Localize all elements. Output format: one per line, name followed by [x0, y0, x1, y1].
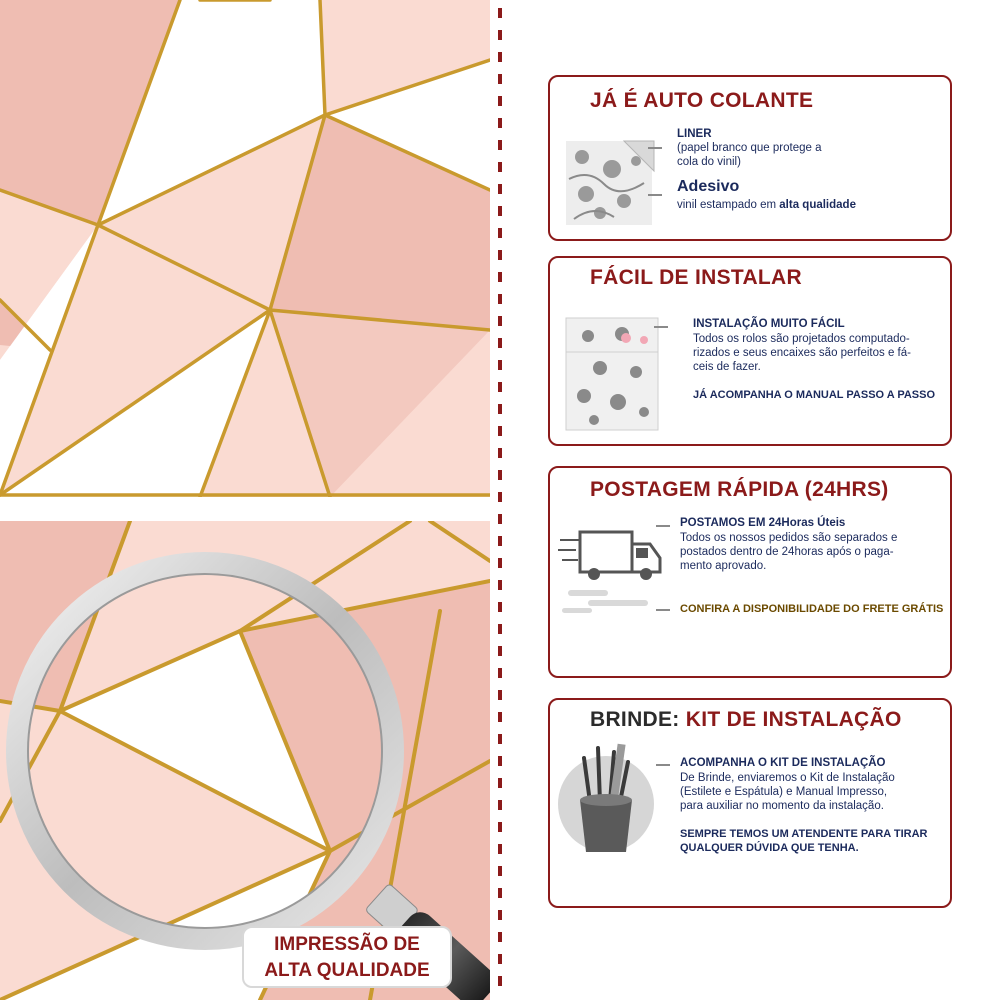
kit-text-1: De Brinde, enviaremos o Kit de Instalação — [680, 772, 895, 784]
card-title: POSTAGEM RÁPIDA (24HRS) — [590, 478, 889, 501]
install-text-1: Todos os rolos são projetados computado- — [693, 333, 910, 345]
pointer-line — [656, 525, 670, 527]
shipping-text-3: mento aprovado. — [680, 560, 767, 572]
quality-badge — [242, 926, 452, 988]
card-brinde — [548, 698, 952, 908]
install-note: JÁ ACOMPANHA O MANUAL PASSO A PASSO — [693, 389, 936, 401]
install-text-2: rizados e seus encaixes são perfeitos e fá- — [693, 347, 911, 359]
kit-note-1: SEMPRE TEMOS UM ATENDENTE PARA TIRAR — [680, 828, 928, 840]
shipping-text-2: postados dentro de 24horas após o paga- — [680, 546, 894, 558]
pointer-line — [648, 194, 662, 196]
pointer-line — [654, 326, 668, 328]
card-auto-colante — [548, 75, 952, 241]
geometric-pattern-top — [0, 0, 490, 497]
install-text-3: ceis de fazer. — [693, 361, 761, 373]
badge-line-1: IMPRESSÃO DE — [274, 934, 420, 955]
adesivo-label: Adesivo — [677, 178, 740, 195]
wallpapered-fridge-icon — [564, 316, 664, 432]
card-title: BRINDE: KIT DE INSTALAÇÃO — [590, 708, 902, 731]
shipping-text-1: Todos os nossos pedidos são separados e — [680, 532, 898, 544]
floral-vinyl-sample-icon — [564, 139, 656, 227]
pointer-line — [648, 147, 662, 149]
delivery-truck-icon — [558, 528, 664, 614]
card-title: FÁCIL DE INSTALAR — [590, 266, 802, 289]
kit-note-2: QUALQUER DÚVIDA QUE TENHA. — [680, 842, 859, 854]
liner-text-2: cola do vinil) — [677, 156, 741, 168]
liner-text-1: (papel branco que protege a — [677, 142, 822, 154]
shipping-note: CONFIRA A DISPONIBILIDADE DO FRETE GRÁTIS — [680, 603, 944, 615]
adesivo-text: vinil estampado em alta qualidade — [677, 199, 856, 211]
shipping-label: POSTAMOS EM 24Horas Úteis — [680, 517, 846, 529]
kit-text-2: (Estilete e Espátula) e Manual Impresso, — [680, 786, 888, 798]
install-label: INSTALAÇÃO MUITO FÁCIL — [693, 318, 845, 330]
liner-label: LINER — [677, 128, 712, 140]
kit-label: ACOMPANHA O KIT DE INSTALAÇÃO — [680, 757, 886, 769]
badge-line-2: ALTA QUALIDADE — [264, 960, 430, 981]
pointer-line — [656, 609, 670, 611]
card-postagem — [548, 466, 952, 678]
card-title: JÁ É AUTO COLANTE — [590, 89, 814, 112]
kit-text-3: para auxiliar no momento da instalação. — [680, 800, 884, 812]
card-facil-instalar — [548, 256, 952, 446]
tool-cup-icon — [556, 740, 656, 860]
pointer-line — [656, 764, 670, 766]
dashed-divider — [497, 8, 503, 998]
